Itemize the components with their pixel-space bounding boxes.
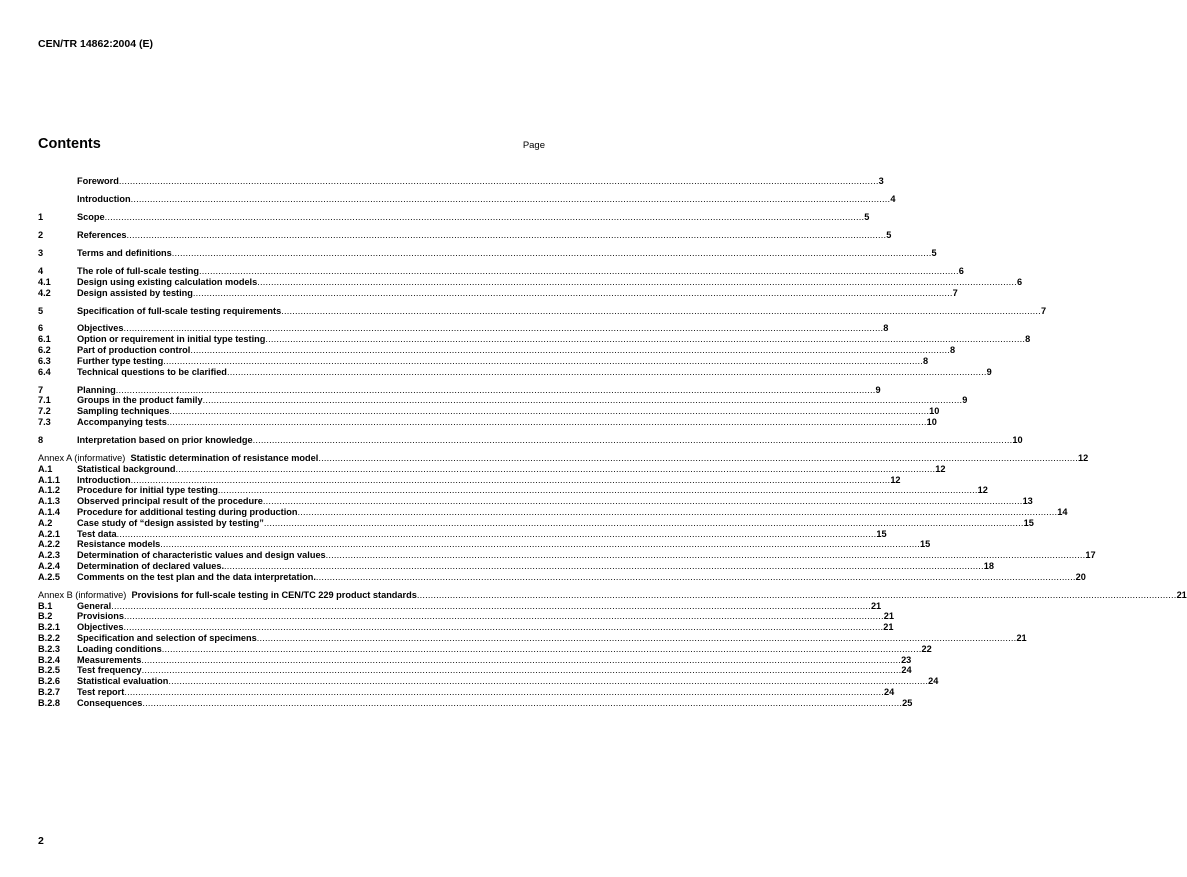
toc-entry-page: 17 bbox=[1085, 550, 1096, 561]
toc-entry-title: Foreword bbox=[77, 176, 119, 186]
toc-entry-title: Terms and definitions bbox=[77, 247, 172, 258]
toc-entry[interactable] bbox=[38, 496, 1033, 507]
toc-entry-number: B.2.8 bbox=[38, 697, 60, 708]
toc-entry[interactable] bbox=[38, 697, 913, 709]
toc-leader-dots bbox=[172, 248, 932, 259]
document-id: CEN/TR 14862:2004 (E) bbox=[38, 38, 153, 50]
toc-entry-page: 21 bbox=[883, 611, 894, 622]
toc-entry-number: 6.4 bbox=[38, 366, 51, 377]
toc-entry-title: Statistical evaluation bbox=[77, 676, 169, 687]
toc-entry[interactable] bbox=[38, 229, 892, 241]
toc-entry-page: 7 bbox=[952, 287, 958, 298]
toc-entry-title: Option or requirement in initial type testing bbox=[77, 334, 266, 345]
toc-leader-dots bbox=[227, 367, 987, 378]
toc-entry-number: A.2.1 bbox=[38, 528, 60, 539]
toc-entry[interactable] bbox=[38, 384, 881, 396]
toc-entry[interactable] bbox=[38, 193, 896, 205]
toc-entry-title: Accompanying tests bbox=[77, 417, 167, 428]
toc-entry-number: A.1.4 bbox=[38, 507, 60, 517]
toc-entry-number: A.1.1 bbox=[38, 474, 60, 485]
toc-gap bbox=[38, 205, 545, 212]
toc-leader-dots bbox=[203, 395, 963, 406]
toc-entry-number: 6.2 bbox=[38, 345, 51, 356]
toc-entry-page: 13 bbox=[1022, 496, 1033, 507]
toc-leader-dots bbox=[318, 453, 1078, 464]
toc-entry-page: 20 bbox=[1075, 571, 1086, 582]
toc-entry[interactable] bbox=[38, 589, 1187, 601]
toc-entry-page: 4 bbox=[890, 193, 896, 204]
toc-entry[interactable] bbox=[38, 305, 1047, 317]
toc-leader-dots bbox=[264, 518, 1024, 529]
toc-entry-title: Test report bbox=[77, 686, 125, 697]
toc-entry-title: Groups in the product family bbox=[77, 395, 203, 406]
toc-leader-dots bbox=[167, 417, 927, 428]
toc-entry-number: 6 bbox=[38, 323, 44, 334]
toc-gap bbox=[38, 377, 545, 384]
toc-entry[interactable] bbox=[38, 600, 882, 612]
toc-entry-page: 21 bbox=[1176, 589, 1187, 600]
toc-leader-dots bbox=[124, 687, 884, 698]
toc-entry-page: 9 bbox=[962, 395, 968, 406]
toc-entry-page: 12 bbox=[1078, 453, 1089, 464]
toc-leader-dots bbox=[117, 529, 877, 540]
toc-entry-title: Further type testing bbox=[77, 355, 164, 366]
toc-leader-dots bbox=[193, 288, 953, 299]
toc-entry[interactable] bbox=[38, 507, 1068, 518]
toc-entry-page: 15 bbox=[1023, 517, 1034, 528]
table-of-contents bbox=[38, 176, 1187, 709]
toc-entry-number: 4.2 bbox=[38, 287, 51, 298]
toc-entry-title: Test data bbox=[77, 528, 117, 539]
toc-entry-page: 23 bbox=[901, 654, 912, 665]
toc-entry-number: 5 bbox=[38, 305, 44, 316]
toc-entry[interactable] bbox=[38, 355, 929, 367]
toc-leader-dots bbox=[105, 212, 865, 223]
toc-entry-number: B.2.5 bbox=[38, 665, 60, 676]
toc-entry-title: Technical questions to be clarified bbox=[77, 366, 227, 377]
toc-leader-dots bbox=[257, 633, 1017, 644]
annex-title: Provisions for full-scale testing in CEN/TC 229 product standards bbox=[131, 589, 417, 600]
toc-entry-page: 18 bbox=[983, 560, 994, 571]
toc-entry-title bbox=[38, 453, 318, 464]
toc-entry-page: 10 bbox=[926, 417, 937, 428]
toc-entry-number: 8 bbox=[38, 435, 44, 446]
toc-entry-number: B.2.2 bbox=[38, 632, 60, 643]
toc-entry-page: 15 bbox=[876, 528, 887, 539]
toc-leader-dots bbox=[316, 572, 1076, 583]
toc-leader-dots bbox=[142, 698, 902, 709]
toc-gap bbox=[38, 241, 545, 248]
toc-entry-number: A.2 bbox=[38, 517, 53, 528]
toc-entry-number: A.1 bbox=[38, 463, 53, 474]
toc-entry-page: 9 bbox=[875, 384, 881, 395]
toc-entry-title: Sampling techniques bbox=[77, 406, 170, 417]
toc-entry-page: 10 bbox=[929, 406, 940, 417]
toc-entry[interactable] bbox=[38, 665, 912, 676]
toc-leader-dots bbox=[224, 561, 984, 572]
toc-entry[interactable] bbox=[38, 611, 894, 622]
toc-entry-title: Specification and selection of specimens bbox=[77, 632, 257, 643]
toc-entry[interactable] bbox=[38, 323, 889, 334]
toc-entry-number: 2 bbox=[38, 229, 44, 240]
toc-entry[interactable] bbox=[38, 276, 1023, 288]
toc-entry[interactable] bbox=[38, 417, 937, 428]
toc-entry[interactable] bbox=[38, 395, 968, 406]
annex-label: Annex A bbox=[38, 453, 72, 464]
toc-entry[interactable] bbox=[38, 654, 912, 666]
toc-leader-dots bbox=[160, 539, 920, 550]
toc-entry-number: B.2.3 bbox=[38, 643, 60, 654]
toc-entry-page: 12 bbox=[977, 485, 988, 496]
toc-leader-dots bbox=[124, 611, 884, 622]
toc-entry-number: 1 bbox=[38, 211, 44, 222]
toc-leader-dots bbox=[123, 622, 883, 633]
toc-gap bbox=[38, 446, 545, 453]
toc-entry-title: Measurements bbox=[77, 654, 142, 665]
toc-entry-title: Statistical background bbox=[77, 463, 176, 474]
toc-leader-dots bbox=[169, 406, 929, 417]
annex-informative: (informative) bbox=[71, 453, 131, 464]
toc-entry-page: 25 bbox=[902, 697, 913, 708]
toc-entry-number: A.2.4 bbox=[38, 560, 60, 571]
toc-entry-page: 6 bbox=[958, 265, 964, 276]
toc-leader-dots bbox=[253, 435, 1013, 446]
toc-leader-dots bbox=[257, 277, 1017, 288]
toc-entry-title: Introduction bbox=[77, 193, 131, 204]
toc-entry-title: Comments on the test plan and the data interpretation. bbox=[77, 571, 316, 582]
toc-entry[interactable] bbox=[38, 345, 956, 356]
toc-entry-title: Introduction bbox=[77, 474, 131, 485]
page-number: 2 bbox=[38, 835, 44, 847]
toc-gap bbox=[38, 298, 545, 305]
toc-entry-title: Provisions bbox=[77, 611, 124, 622]
toc-leader-dots bbox=[417, 590, 1177, 601]
toc-entry[interactable] bbox=[38, 528, 887, 540]
toc-entry-title: Procedure for initial type testing bbox=[77, 485, 218, 496]
toc-leader-dots bbox=[131, 475, 891, 486]
toc-leader-dots bbox=[141, 655, 901, 666]
toc-entry-title: Planning bbox=[77, 384, 116, 395]
toc-leader-dots bbox=[123, 323, 883, 334]
toc-entry-title: Test frequency bbox=[77, 665, 142, 676]
toc-entry[interactable] bbox=[38, 571, 1086, 583]
toc-entry-title: References bbox=[77, 229, 127, 240]
toc-gap bbox=[38, 583, 545, 590]
toc-leader-dots bbox=[176, 464, 936, 475]
toc-leader-dots bbox=[263, 496, 1023, 507]
toc-entry-title: Part of production control bbox=[77, 345, 191, 356]
toc-entry-number: A.1.2 bbox=[38, 485, 60, 496]
toc-leader-dots bbox=[116, 385, 876, 396]
toc-entry-title bbox=[38, 590, 417, 601]
toc-entry-title: Observed principal result of the procedure bbox=[77, 496, 263, 507]
toc-gap bbox=[38, 428, 545, 435]
toc-entry-number: 7.3 bbox=[38, 417, 51, 428]
toc-leader-dots bbox=[142, 665, 902, 676]
toc-entry[interactable] bbox=[38, 643, 932, 655]
toc-leader-dots bbox=[111, 601, 871, 612]
toc-entry-page: 3 bbox=[878, 176, 884, 186]
toc-entry-number: A.2.5 bbox=[38, 571, 60, 582]
toc-entry-page: 5 bbox=[886, 229, 892, 240]
toc-leader-dots bbox=[163, 356, 923, 367]
toc-gap bbox=[38, 259, 545, 266]
toc-entry-page: 8 bbox=[923, 355, 929, 366]
toc-entry-number: 4.1 bbox=[38, 276, 51, 287]
toc-entry-title: Loading conditions bbox=[77, 643, 162, 654]
toc-entry-title: Specification of full-scale testing requirements bbox=[77, 305, 282, 316]
toc-entry-number: A.2.2 bbox=[38, 539, 60, 550]
toc-entry-number: B.2.4 bbox=[38, 654, 60, 665]
toc-entry[interactable] bbox=[38, 211, 870, 223]
toc-entry-title: General bbox=[77, 600, 112, 611]
toc-entry-title: Resistance models bbox=[77, 539, 161, 550]
toc-leader-dots bbox=[190, 345, 950, 356]
toc-leader-dots bbox=[265, 334, 1025, 345]
toc-leader-dots bbox=[168, 676, 928, 687]
toc-entry[interactable] bbox=[38, 463, 946, 475]
toc-entry[interactable] bbox=[38, 176, 884, 187]
annex-title: Statistic determination of resistance model bbox=[130, 453, 319, 464]
toc-entry-page: 9 bbox=[986, 366, 992, 377]
toc-entry-number: B.2.7 bbox=[38, 686, 60, 697]
toc-entry-number: A.2.3 bbox=[38, 550, 60, 561]
toc-leader-dots bbox=[127, 230, 887, 241]
toc-entry-title: Scope bbox=[77, 211, 105, 222]
toc-entry-number: 3 bbox=[38, 247, 44, 258]
toc-entry[interactable] bbox=[38, 517, 1034, 529]
toc-entry-page: 21 bbox=[1016, 632, 1027, 643]
toc-gap bbox=[38, 187, 545, 194]
toc-entry-page: 15 bbox=[919, 539, 931, 550]
toc-entry-page: 22 bbox=[921, 643, 932, 654]
toc-entry-page: 8 bbox=[883, 323, 889, 334]
toc-entry-number: B.2.6 bbox=[38, 676, 60, 687]
toc-entry-title: Case study of “design assisted by testing” bbox=[77, 517, 264, 528]
toc-entry[interactable] bbox=[38, 622, 894, 633]
toc-gap bbox=[38, 316, 545, 323]
page-column-label: Page bbox=[522, 140, 545, 151]
toc-leader-dots bbox=[119, 176, 879, 187]
toc-entry-page: 24 bbox=[928, 676, 939, 687]
toc-entry-page: 24 bbox=[884, 686, 895, 697]
toc-entry-title: The role of full-scale testing bbox=[77, 265, 200, 276]
toc-entry-number: A.1.3 bbox=[38, 496, 60, 507]
toc-entry[interactable] bbox=[38, 686, 895, 698]
toc-entry-page: 21 bbox=[883, 622, 894, 633]
toc-entry-page: 12 bbox=[935, 463, 946, 474]
toc-entry[interactable] bbox=[38, 560, 994, 572]
toc-entry[interactable] bbox=[38, 632, 1027, 644]
toc-entry[interactable] bbox=[38, 265, 964, 277]
toc-entry-title: Procedure for additional testing during production bbox=[77, 507, 298, 517]
toc-leader-dots bbox=[162, 644, 922, 655]
toc-entry-title: Objectives bbox=[77, 323, 124, 334]
toc-entry-page: 24 bbox=[901, 665, 912, 676]
toc-entry[interactable] bbox=[38, 287, 958, 299]
toc-entry-number: 6.1 bbox=[38, 334, 51, 345]
toc-entry[interactable] bbox=[38, 485, 988, 496]
toc-entry-number: 4 bbox=[38, 265, 44, 276]
toc-entry[interactable] bbox=[38, 435, 1023, 446]
toc-entry-title: Determination of declared values. bbox=[77, 560, 225, 571]
toc-entry-page: 5 bbox=[864, 211, 870, 222]
toc-entry[interactable] bbox=[38, 676, 939, 687]
toc-entry[interactable] bbox=[38, 247, 937, 259]
toc-entry-title: Design using existing calculation models bbox=[77, 276, 258, 287]
toc-entry-page: 10 bbox=[1012, 435, 1023, 446]
toc-entry[interactable] bbox=[38, 539, 931, 550]
toc-entry-number: 6.3 bbox=[38, 355, 51, 366]
toc-entry[interactable] bbox=[38, 406, 940, 417]
toc-gap bbox=[38, 223, 545, 230]
toc-leader-dots bbox=[326, 550, 1086, 561]
toc-leader-dots bbox=[298, 507, 1058, 518]
toc-entry-title: Design assisted by testing bbox=[77, 287, 193, 298]
toc-entry-number: 7.1 bbox=[38, 395, 51, 406]
toc-entry-number: 7.2 bbox=[38, 406, 51, 417]
toc-leader-dots bbox=[199, 266, 959, 277]
toc-entry-number: B.2 bbox=[38, 611, 53, 622]
toc-entry-page: 6 bbox=[1016, 276, 1023, 287]
toc-entry-page: 21 bbox=[870, 600, 882, 611]
toc-entry-number: B.1 bbox=[38, 600, 53, 611]
page-title: Contents bbox=[38, 136, 101, 152]
annex-informative: (informative) bbox=[72, 589, 132, 600]
toc-entry-number: 7 bbox=[38, 384, 44, 395]
toc-entry-title: Interpretation based on prior knowledge bbox=[77, 435, 253, 446]
toc-entry-page: 7 bbox=[1040, 305, 1047, 316]
toc-entry[interactable] bbox=[38, 334, 1031, 345]
toc-leader-dots bbox=[281, 306, 1041, 317]
toc-leader-dots bbox=[131, 194, 891, 205]
toc-entry[interactable] bbox=[38, 474, 901, 486]
toc-entry[interactable] bbox=[38, 453, 1089, 464]
toc-entry[interactable] bbox=[38, 550, 1096, 561]
toc-entry-page: 5 bbox=[931, 247, 937, 258]
toc-entry-page: 8 bbox=[950, 345, 956, 356]
toc-entry[interactable] bbox=[38, 366, 992, 378]
toc-entry-title: Consequences bbox=[77, 697, 143, 708]
toc-leader-dots bbox=[218, 485, 978, 496]
toc-entry-title: Objectives bbox=[77, 622, 124, 633]
annex-label: Annex B bbox=[38, 589, 73, 600]
toc-entry-title: Determination of characteristic values and design values bbox=[77, 550, 326, 561]
toc-entry-page: 12 bbox=[890, 474, 901, 485]
toc-entry-number: B.2.1 bbox=[38, 622, 60, 633]
toc-entry-page: 14 bbox=[1057, 507, 1068, 517]
toc-entry-page: 8 bbox=[1025, 334, 1031, 345]
